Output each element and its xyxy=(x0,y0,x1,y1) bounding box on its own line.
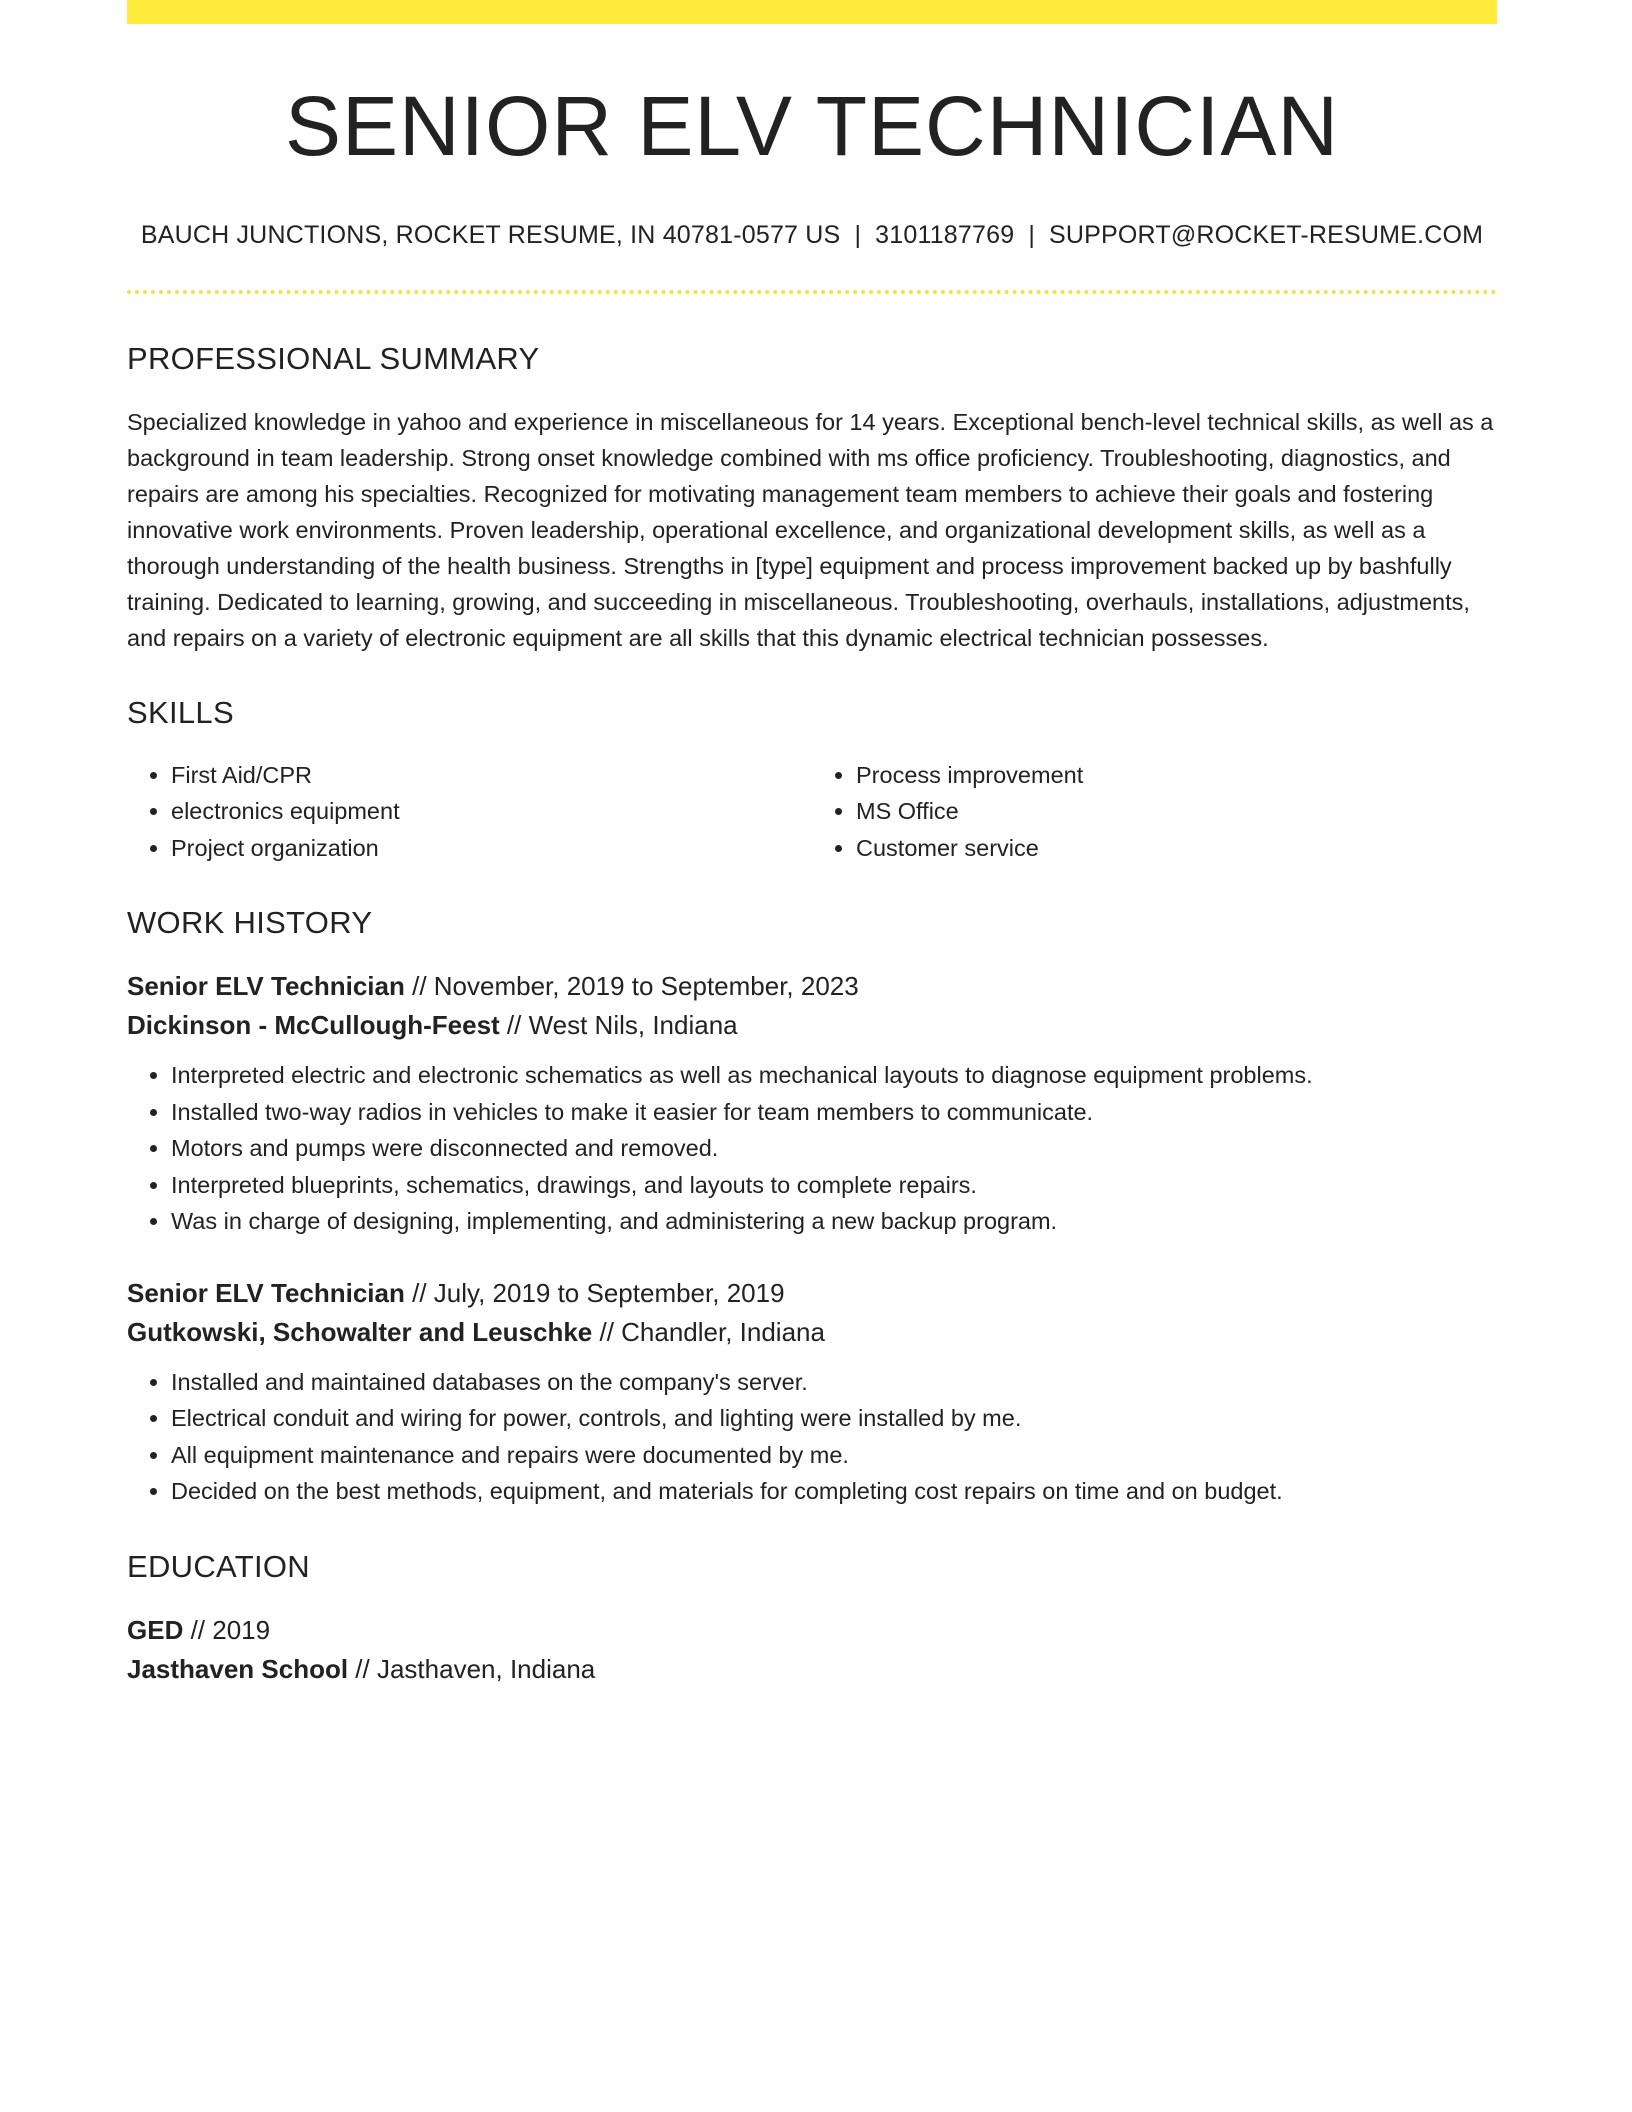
job-company-line xyxy=(127,1313,1497,1352)
job-company: Dickinson - McCullough-Feest xyxy=(127,1010,500,1041)
job-dates: // July, 2019 to September, 2019 xyxy=(404,1277,785,1308)
phone: 3101187769 xyxy=(875,221,1015,250)
job-bullet: • Interpreted electric and electronic schematics as well as mechanical layouts to diagnose equipment problems. xyxy=(171,1057,1497,1094)
contact-separator: | xyxy=(1028,221,1036,250)
skill-item: • Process improvement xyxy=(856,757,1497,794)
job-title-line xyxy=(127,1274,1497,1313)
page-title: SENIOR ELV TECHNICIAN xyxy=(284,79,1340,173)
job-bullet: • Decided on the best methods, equipment, and materials for completing cost repairs on time and on budget. xyxy=(171,1473,1497,1510)
job-dates: // November, 2019 to September, 2023 xyxy=(404,971,859,1002)
degree-year: // 2019 xyxy=(183,1615,271,1646)
skill-item: • MS Office xyxy=(856,793,1497,830)
job-entry xyxy=(127,967,1497,1240)
degree: GED xyxy=(127,1615,184,1646)
job-location: // West Nils, Indiana xyxy=(499,1010,738,1041)
skills-list-left xyxy=(127,757,812,867)
job-bullet: • Installed two-way radios in vehicles to make it easier for team members to communicate. xyxy=(171,1094,1497,1131)
school-line xyxy=(127,1650,1497,1689)
job-bullets xyxy=(127,1364,1497,1510)
work-history-heading: WORK HISTORY xyxy=(127,905,373,941)
education-entry xyxy=(127,1611,1497,1689)
job-bullet: • Electrical conduit and wiring for power, controls, and lighting were installed by me. xyxy=(171,1400,1497,1437)
skills-list-right xyxy=(812,757,1497,867)
education-heading: EDUCATION xyxy=(127,1548,310,1584)
job-bullets xyxy=(127,1057,1497,1240)
top-accent-bar xyxy=(127,0,1497,24)
job-bullet: • Was in charge of designing, implementing, and administering a new backup program. xyxy=(171,1203,1497,1240)
degree-line xyxy=(127,1611,1497,1650)
job-title: Senior ELV Technician xyxy=(127,1277,405,1308)
skill-item: • Customer service xyxy=(856,830,1497,867)
skill-item: • First Aid/CPR xyxy=(171,757,812,794)
address: BAUCH JUNCTIONS, ROCKET RESUME, IN 40781-0577 US xyxy=(140,221,841,250)
job-bullet: • Interpreted blueprints, schematics, drawings, and layouts to complete repairs. xyxy=(171,1167,1497,1204)
skills-heading: SKILLS xyxy=(127,694,234,730)
job-bullet: • Motors and pumps were disconnected and removed. xyxy=(171,1130,1497,1167)
skills-grid xyxy=(127,757,1497,867)
job-company: Gutkowski, Schowalter and Leuschke xyxy=(127,1316,593,1347)
job-location: // Chandler, Indiana xyxy=(592,1316,825,1347)
job-entry xyxy=(127,1274,1497,1510)
school-location: // Jasthaven, Indiana xyxy=(348,1654,596,1685)
email: SUPPORT@ROCKET-RESUME.COM xyxy=(1049,221,1484,250)
job-bullet: • All equipment maintenance and repairs were documented by me. xyxy=(171,1437,1497,1474)
skill-item: • electronics equipment xyxy=(171,793,812,830)
job-title: Senior ELV Technician xyxy=(127,971,405,1002)
skill-item: • Project organization xyxy=(171,830,812,867)
job-bullet: • Installed and maintained databases on the company's server. xyxy=(171,1364,1497,1401)
resume-page xyxy=(127,0,1497,1689)
school: Jasthaven School xyxy=(127,1654,349,1685)
summary-heading: PROFESSIONAL SUMMARY xyxy=(127,341,540,377)
contact-line xyxy=(127,220,1497,250)
dotted-divider xyxy=(127,290,1497,294)
summary-text: Specialized knowledge in yahoo and experience in miscellaneous for 14 years. Exceptional bench-level technical skills, as well as a background in team leadership. Strong onset knowledge combined with ms office proficiency. Troubleshooting, diagnostics, and repairs are among his specialties. Recognized for motivating management team members to achieve their goals and fostering innovative work environments. Proven leadership, operational excellence, and organizational development skills, as well as a thorough understanding of the health business. Strengths in [type] equipment and process improvement backed up by bashfully training. Dedicated to learning, growing, and succeeding in miscellaneous. Troubleshooting, overhauls, installations, adjustments, and repairs on a variety of electronic equipment are all skills that this dynamic electrical technician possesses. xyxy=(127,408,1494,651)
contact-separator: | xyxy=(854,221,862,250)
job-title-line xyxy=(127,967,1497,1006)
job-company-line xyxy=(127,1006,1497,1045)
